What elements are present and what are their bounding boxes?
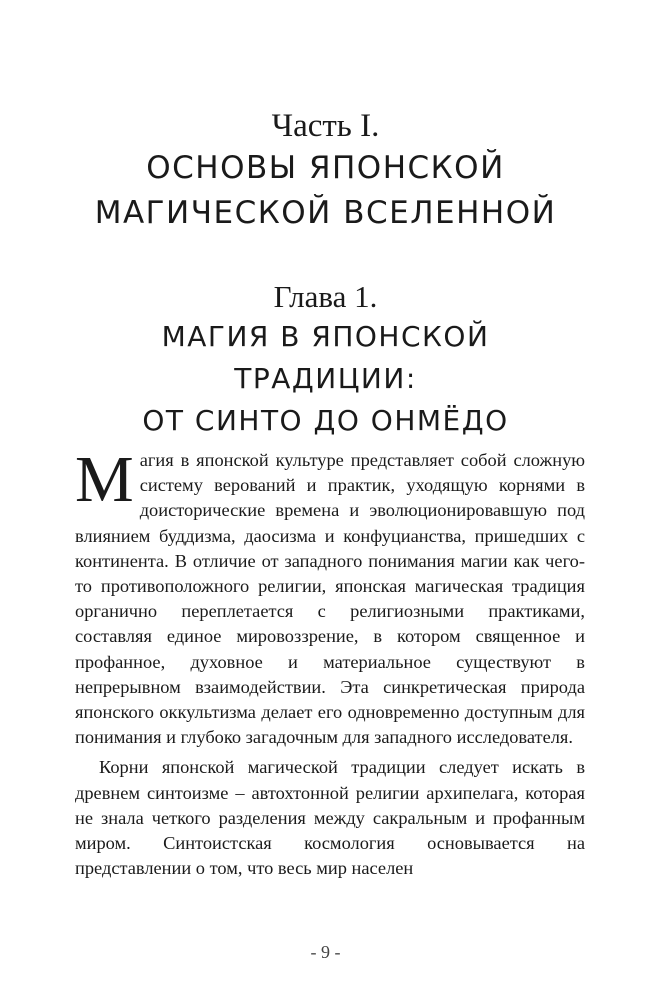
page-number: - 9 -: [310, 942, 341, 962]
paragraph-2: Корни японской магической традиции следует искать в древнем синтоизме – автохтонной религии архипелага, которая не знала четкого разделения между сакральным и профанным миром. Синтоистская космология основывается на представлении о том, что весь мир населен: [75, 757, 585, 879]
body-text: [75, 443, 585, 881]
paragraph-1: [75, 443, 585, 750]
part-title-line-2: МАГИЧЕСКОЙ ВСЕЛЕННОЙ: [94, 195, 557, 231]
part-heading: [0, 106, 651, 236]
chapter-title-line-3: ОТ СИНТО ДО ОНМЁДО: [142, 404, 509, 437]
paragraph-1-text: агия в японской культуре представляет собой сложную систему верований и практик, уходящую корнями в доисторические времена и эволюционировавшую под влиянием буддизма, даосизма и конфуцианства, пришедших с континента. В отличие от западного понимания магии как чего-то противоположного религии, японская магическая традиция органично переплетается с религиозными практиками, составляя единое мировоззрение, в котором священное и профанное, духовное и материальное существуют в непрерывном взаимодействии. Эта синкретическая природа японского оккультизма делает его одновременно доступным для понимания и глубоко загадочным для западного исследователя.: [75, 450, 585, 748]
chapter-heading: [0, 278, 651, 442]
chapter-title-line-2: ТРАДИЦИИ:: [234, 362, 417, 395]
part-label: Часть I.: [271, 108, 380, 144]
drop-cap: М: [75, 443, 134, 516]
chapter-title-line-1: МАГИЯ В ЯПОНСКОЙ: [161, 320, 490, 353]
part-title-line-1: ОСНОВЫ ЯПОНСКОЙ: [146, 150, 505, 186]
chapter-label: Глава 1.: [273, 279, 378, 314]
